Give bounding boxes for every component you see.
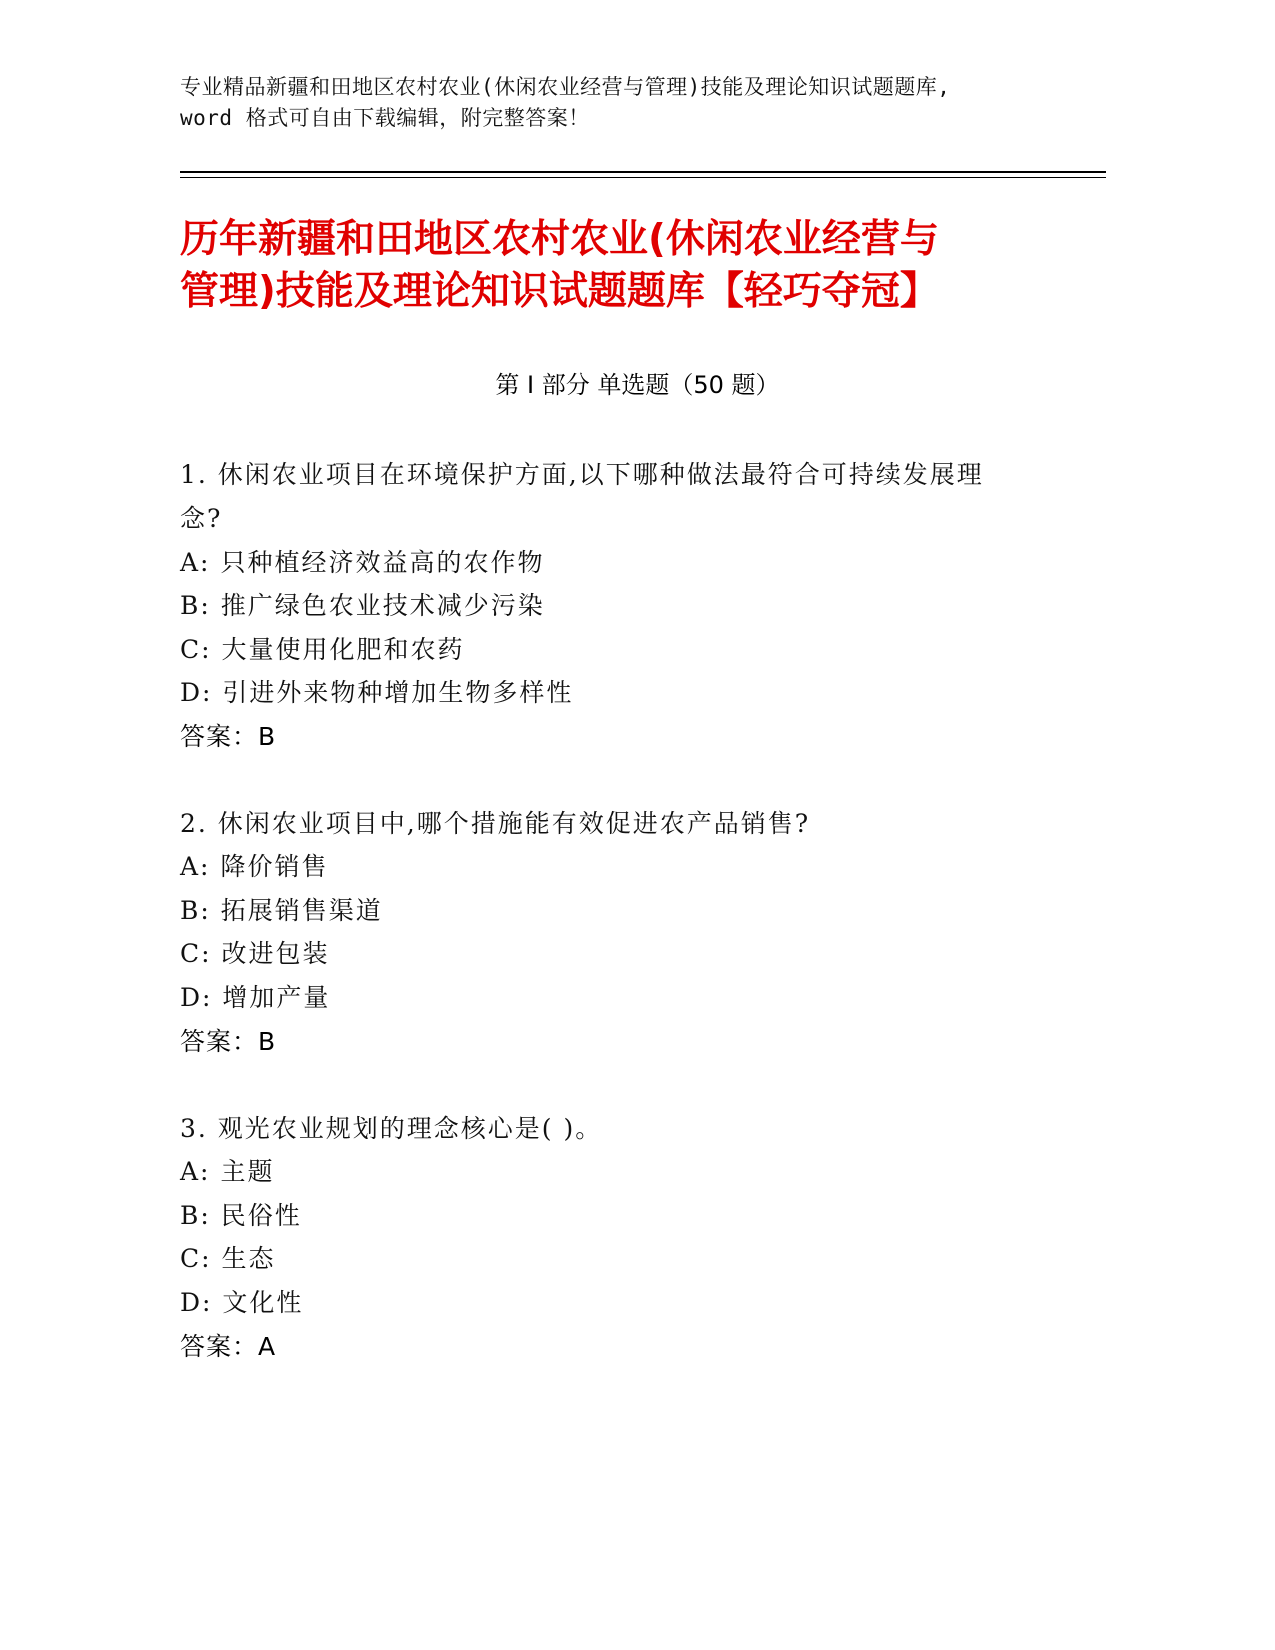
page-header <box>180 72 1080 134</box>
title-line-1: 历年新疆和田地区农村农业(休闲农业经营与 <box>180 217 939 262</box>
question-2-option-a <box>180 850 328 884</box>
option-letter: B: <box>180 1201 211 1230</box>
question-1-option-b <box>180 589 545 623</box>
question-3-option-c <box>180 1242 276 1276</box>
header-line-1: 专业精品新疆和田地区农村农业(休闲农业经营与管理)技能及理论知识试题题库, <box>180 75 951 99</box>
option-letter: A: <box>180 852 211 881</box>
option-letter: A: <box>180 548 211 577</box>
option-letter: C: <box>180 1244 212 1273</box>
question-3-option-d <box>180 1286 303 1320</box>
option-text: 降价销售 <box>220 852 329 881</box>
header-line-2: word 格式可自由下载编辑，附完整答案！ <box>180 106 590 130</box>
option-letter: B: <box>180 591 211 620</box>
question-2-answer: 答案：B <box>180 1027 277 1056</box>
question-1-option-a <box>180 546 544 580</box>
option-letter: C: <box>180 939 212 968</box>
option-letter: D: <box>180 678 213 707</box>
question-1-option-d <box>180 676 573 710</box>
question-2-option-d <box>180 981 330 1015</box>
option-text: 民俗性 <box>220 1201 302 1230</box>
title-line-2: 管理)技能及理论知识试题题库【轻巧夺冠】 <box>180 269 939 314</box>
option-letter: C: <box>180 635 212 664</box>
question-3-answer: 答案：A <box>180 1332 277 1361</box>
option-text: 大量使用化肥和农药 <box>221 635 465 664</box>
option-text: 改进包装 <box>221 939 330 968</box>
option-text: 增加产量 <box>222 983 331 1012</box>
question-2-stem: 2. 休闲农业项目中,哪个措施能有效促进农产品销售? <box>180 809 811 838</box>
question-1-stem-continued: 念? <box>180 504 223 533</box>
option-letter: B: <box>180 896 211 925</box>
option-text: 文化性 <box>222 1288 304 1317</box>
option-text: 只种植经济效益高的农作物 <box>220 548 545 577</box>
question-1-option-c <box>180 633 465 667</box>
option-text: 主题 <box>220 1157 275 1186</box>
option-letter: D: <box>180 1288 213 1317</box>
option-letter: A: <box>180 1157 211 1186</box>
question-1-answer: 答案：B <box>180 722 277 751</box>
question-2-option-c <box>180 937 330 971</box>
option-text: 拓展销售渠道 <box>220 896 383 925</box>
question-3-stem: 3. 观光农业规划的理念核心是( )。 <box>180 1114 603 1143</box>
question-3-option-b <box>180 1199 302 1233</box>
option-letter: D: <box>180 983 213 1012</box>
question-1-stem: 1. 休闲农业项目在环境保护方面,以下哪种做法最符合可持续发展理 <box>180 460 984 489</box>
question-2-option-b <box>180 894 383 928</box>
option-text: 引进外来物种增加生物多样性 <box>222 678 574 707</box>
option-text: 生态 <box>221 1244 276 1273</box>
header-divider-thick <box>180 171 1106 173</box>
section-heading: 第 I 部分 单选题（50 题） <box>495 371 780 399</box>
header-divider-thin <box>180 177 1106 178</box>
document-title <box>180 214 1080 318</box>
option-text: 推广绿色农业技术减少污染 <box>220 591 545 620</box>
question-3-option-a <box>180 1155 274 1189</box>
